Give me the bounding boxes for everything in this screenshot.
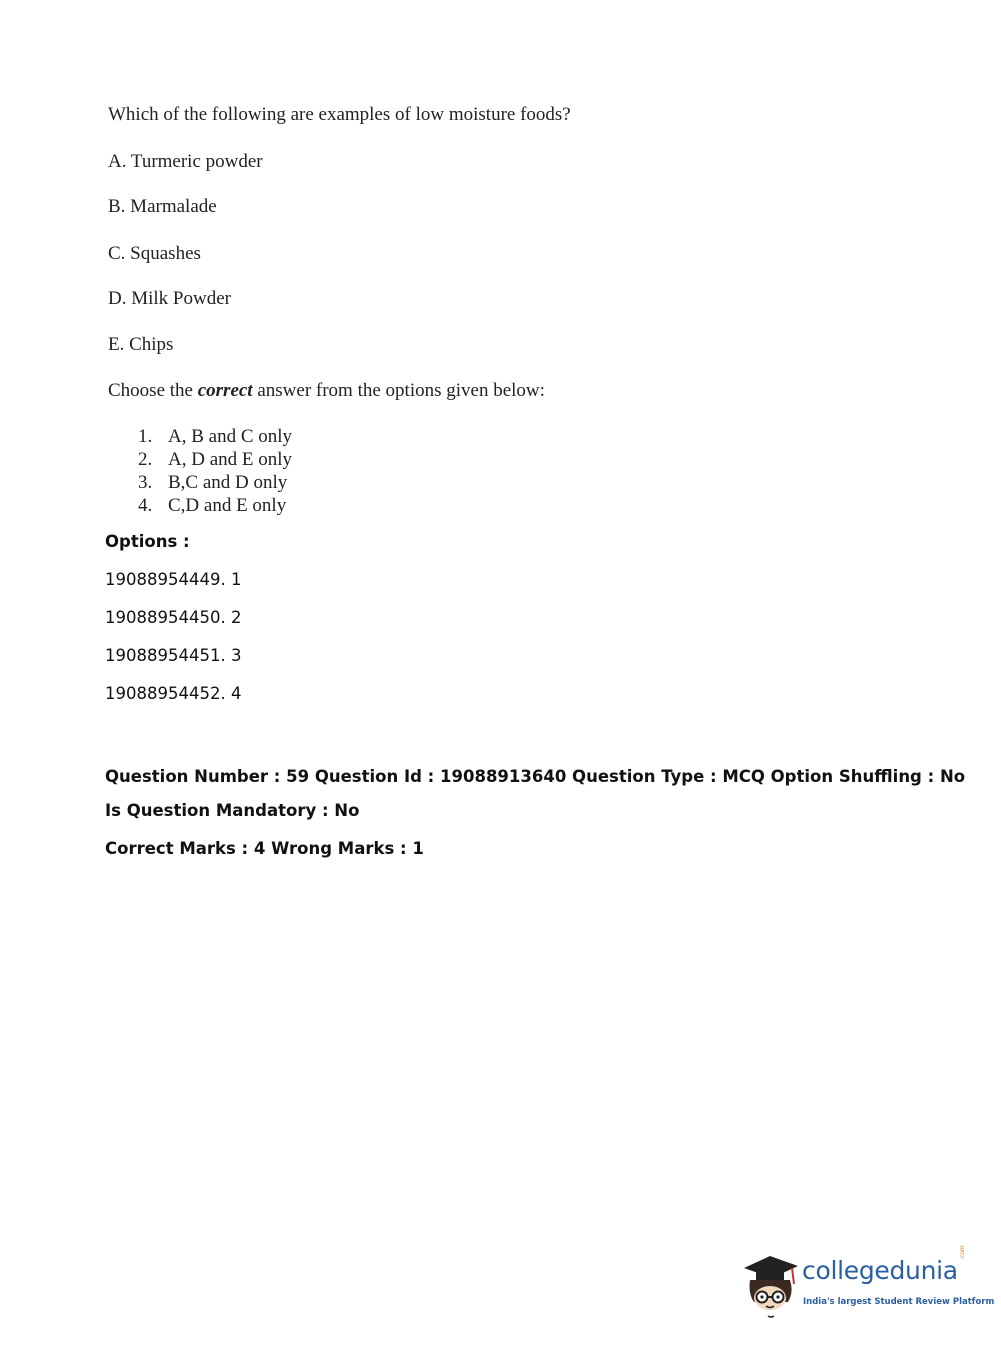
answer-choices (138, 425, 292, 517)
instruction-text (108, 380, 545, 402)
option-item: 19088954449. 1 (105, 570, 242, 589)
statement-c: C. Squashes (108, 243, 201, 264)
options-heading: Options : (105, 532, 190, 551)
answer-choice (138, 471, 292, 494)
logo-wordmark: collegedunia (802, 1256, 958, 1285)
choice-number: 2. (138, 449, 153, 470)
mandatory-line: Is Question Mandatory : No (105, 801, 360, 820)
answer-choice (138, 425, 292, 448)
choice-text: C,D and E only (168, 495, 287, 516)
choice-text: A, D and E only (168, 449, 293, 470)
choice-text: A, B and C only (168, 426, 293, 447)
logo-suffix: .com (959, 1245, 966, 1260)
marks-line: Correct Marks : 4 Wrong Marks : 1 (105, 839, 424, 858)
answer-choice (138, 494, 292, 517)
choice-number: 3. (138, 472, 153, 493)
instruction-pre: Choose the (108, 380, 198, 401)
instruction-emphasis: correct (197, 380, 253, 401)
statement-b: B. Marmalade (108, 196, 217, 217)
option-item: 19088954450. 2 (105, 608, 242, 627)
statement-e: E. Chips (108, 334, 174, 355)
statement-a: A. Turmeric powder (108, 151, 263, 172)
mascot-icon (740, 1250, 802, 1322)
question-meta-line: Question Number : 59 Question Id : 19088913640 Question Type : MCQ Option Shuffling : No (105, 767, 966, 786)
answer-choice (138, 448, 292, 471)
choice-number: 4. (138, 495, 153, 516)
choice-text: B,C and D only (168, 472, 288, 493)
instruction-post: answer from the options given below: (252, 380, 545, 401)
collegedunia-logo (740, 1245, 995, 1322)
logo-tagline: India's largest Student Review Platform (803, 1297, 995, 1307)
statement-d: D. Milk Powder (108, 288, 231, 309)
option-item: 19088954451. 3 (105, 646, 242, 665)
option-item: 19088954452. 4 (105, 684, 242, 703)
choice-number: 1. (138, 426, 153, 447)
question-stem: Which of the following are examples of low moisture foods? (108, 104, 571, 125)
